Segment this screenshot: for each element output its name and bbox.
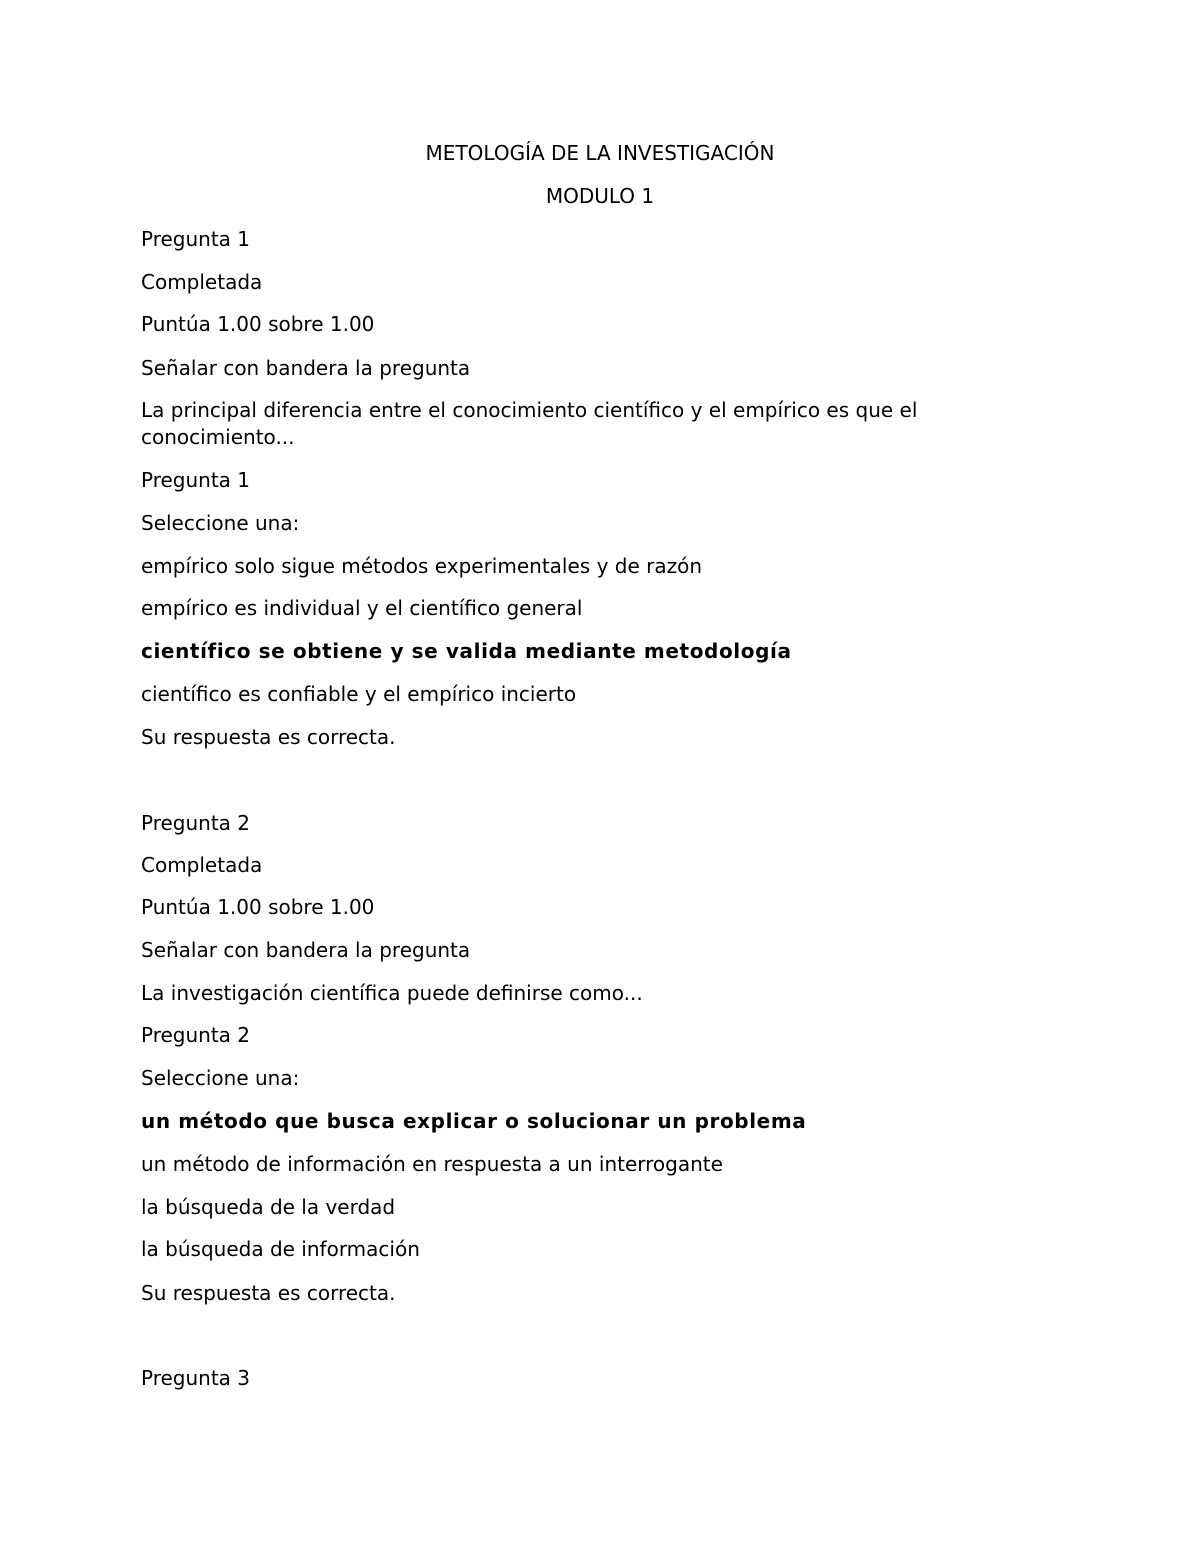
answer-prompt: Seleccione una:	[141, 511, 300, 535]
question-label: Pregunta 1	[141, 227, 251, 251]
answer-prompt: Seleccione una:	[141, 1066, 300, 1090]
question-status: Completada	[141, 853, 263, 877]
answer-option[interactable]: científico es confiable y el empírico incierto	[141, 682, 577, 706]
document-subtitle: MODULO 1	[545, 184, 655, 208]
document-title: METOLOGÍA DE LA INVESTIGACIÓN	[425, 141, 775, 165]
answer-option[interactable]: la búsqueda de información	[141, 1237, 420, 1261]
question-score: Puntúa 1.00 sobre 1.00	[141, 312, 375, 336]
answer-option[interactable]: empírico es individual y el científico general	[141, 596, 583, 620]
answer-option[interactable]: un método de información en respuesta a un interrogante	[141, 1152, 723, 1176]
question-label: Pregunta 2	[141, 811, 251, 835]
question-score: Puntúa 1.00 sobre 1.00	[141, 895, 375, 919]
answer-option-selected[interactable]: científico se obtiene y se valida mediante metodología	[141, 639, 792, 663]
answer-option[interactable]: empírico solo sigue métodos experimentales y de razón	[141, 554, 703, 578]
question-status: Completada	[141, 270, 263, 294]
answer-option[interactable]: la búsqueda de la verdad	[141, 1195, 396, 1219]
question-label-repeat: Pregunta 2	[141, 1023, 251, 1047]
flag-question-link[interactable]: Señalar con bandera la pregunta	[141, 938, 471, 962]
question-text: La investigación científica puede definirse como...	[141, 981, 643, 1005]
flag-question-link[interactable]: Señalar con bandera la pregunta	[141, 356, 471, 380]
answer-feedback: Su respuesta es correcta.	[141, 1281, 396, 1305]
answer-feedback: Su respuesta es correcta.	[141, 725, 396, 749]
question-label-repeat: Pregunta 1	[141, 468, 251, 492]
question-label: Pregunta 3	[141, 1366, 251, 1390]
answer-option-selected[interactable]: un método que busca explicar o solucionar un problema	[141, 1109, 807, 1133]
question-text: La principal diferencia entre el conocimiento científico y el empírico es que el conocimiento...	[141, 398, 918, 449]
